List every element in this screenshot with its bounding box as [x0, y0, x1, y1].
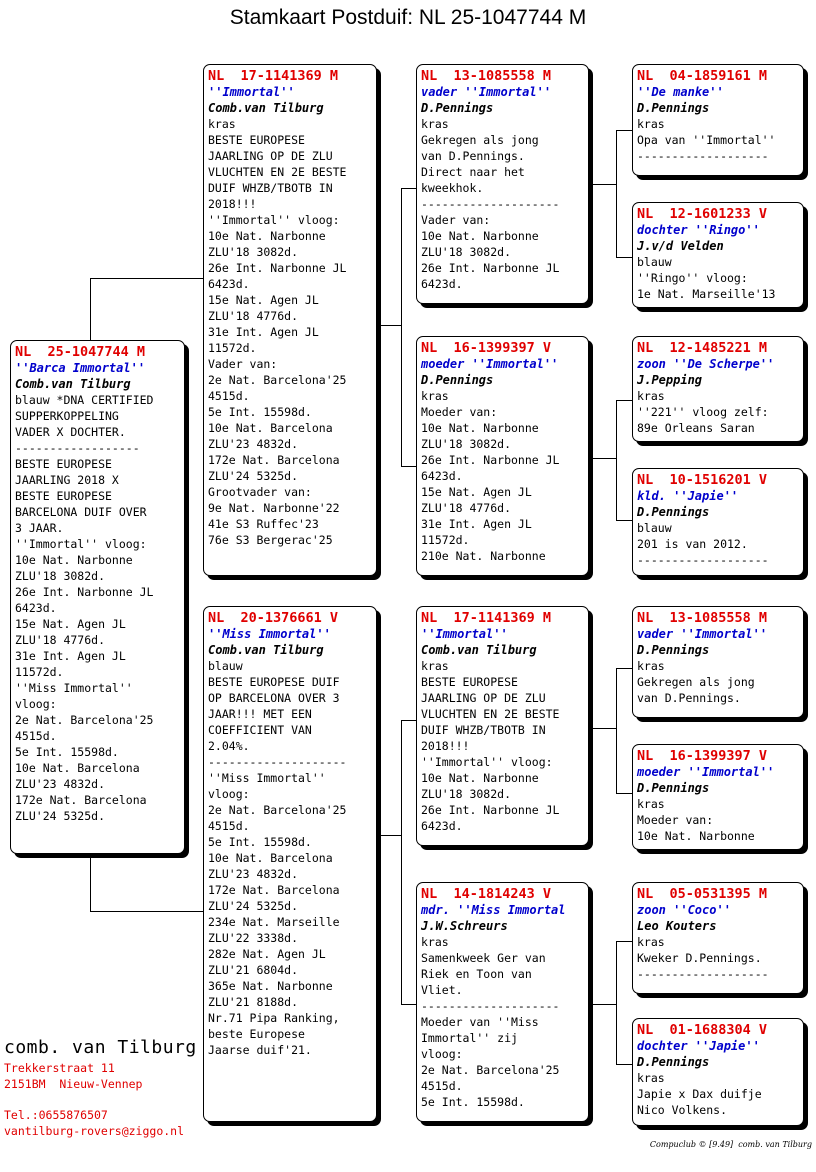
connector-line — [90, 911, 205, 912]
info-line: Vader van: — [208, 357, 278, 371]
info-line: 1e Nat. Marseille'13 — [637, 287, 776, 301]
pigeon-owner: Leo Kouters — [637, 919, 717, 933]
ring-number: NL 10-1516201 V — [637, 472, 768, 488]
info-line: 4515d. — [421, 1079, 463, 1093]
info-line: Moeder van ''Miss — [421, 1015, 539, 1029]
info-line: 4515d. — [15, 729, 57, 743]
pigeon-card-ff-mother[interactable] — [632, 202, 804, 308]
info-line: 10e Nat. Barcelona — [15, 761, 140, 775]
info-line: 5e Int. 15598d. — [421, 1095, 525, 1109]
breeder-name: comb. van Tilburg — [4, 1037, 197, 1058]
info-line: Vader van: — [421, 213, 491, 227]
info-line: ''Immortal'' vloog: — [208, 213, 340, 227]
pigeon-nickname: ''Immortal'' — [421, 627, 508, 641]
breeder-street: Trekkerstraat 11 — [4, 1061, 115, 1075]
pigeon-color: kras — [637, 659, 665, 673]
pigeon-color: blauw *DNA CERTIFIED — [15, 393, 154, 407]
info-line: ZLU'21 8188d. — [208, 995, 299, 1009]
pigeon-owner: Comb.van Tilburg — [208, 643, 324, 657]
pigeon-nickname: zoon ''Coco'' — [637, 903, 731, 917]
info-line: BESTE EUROPESE — [15, 457, 112, 471]
info-line: ZLU'18 4776d. — [208, 309, 299, 323]
info-line: 5e Int. 15598d. — [15, 745, 119, 759]
info-line: BESTE EUROPESE DUIF — [208, 675, 340, 689]
info-line: Opa van ''Immortal'' — [637, 133, 776, 147]
pigeon-owner: Comb.van Tilburg — [208, 101, 324, 115]
info-line: DUIF WHZB/TBOTB IN — [421, 723, 546, 737]
info-line: BESTE EUROPESE — [15, 489, 112, 503]
info-line: ZLU'18 3082d. — [208, 245, 299, 259]
info-line: ZLU'18 3082d. — [421, 245, 512, 259]
info-line: Moeder van: — [637, 813, 714, 827]
info-line: ZLU'24 5325d. — [15, 809, 106, 823]
pigeon-nickname: moeder ''Immortal'' — [637, 765, 775, 779]
ring-number: NL 13-1085558 M — [637, 610, 768, 626]
info-line: 15e Nat. Agen JL — [15, 617, 126, 631]
info-line: 9e Nat. Narbonne'22 — [208, 501, 340, 515]
info-line: JAARLING 2018 X — [15, 473, 119, 487]
info-line: 10e Nat. Narbonne — [421, 229, 539, 243]
info-line: Immortal'' zij — [421, 1031, 518, 1045]
connector-line — [401, 720, 402, 1005]
pigeon-color: blauw — [637, 521, 672, 535]
pigeon-nickname: ''Immortal'' — [208, 85, 295, 99]
pigeon-nickname: ''Miss Immortal'' — [208, 627, 331, 641]
info-line: ------------------- — [637, 553, 769, 567]
info-line: 11572d. — [421, 533, 470, 547]
info-line: 31e Int. Agen JL — [208, 325, 319, 339]
info-line: ZLU'24 5325d. — [208, 899, 299, 913]
info-line: 5e Int. 15598d. — [208, 405, 312, 419]
info-line: Samenkweek Ger van — [421, 951, 546, 965]
info-line: van D.Pennings. — [637, 691, 741, 705]
ring-number: NL 16-1399397 V — [421, 340, 552, 356]
pigeon-color: kras — [208, 117, 236, 131]
info-line: 2.04%. — [208, 739, 250, 753]
pigeon-nickname: mdr. ''Miss Immortal — [421, 903, 566, 917]
info-line: 31e Int. Agen JL — [15, 649, 126, 663]
info-line: 6423d. — [421, 819, 463, 833]
pigeon-nickname: moeder ''Immortal'' — [421, 357, 559, 371]
info-line: 172e Nat. Barcelona — [208, 883, 340, 897]
breeder-city: 2151BM Nieuw-Vennep — [4, 1077, 143, 1091]
info-line: 10e Nat. Barcelona — [208, 851, 333, 865]
info-line: Jaarse duif'21. — [208, 1043, 312, 1057]
info-line: Direct naar het — [421, 165, 525, 179]
info-line: vloog: — [15, 697, 57, 711]
info-line: 10e Nat. Narbonne — [421, 771, 539, 785]
ring-number: NL 17-1141369 M — [421, 610, 552, 626]
pigeon-owner: D.Pennings — [637, 643, 710, 657]
pigeon-card-fm-father[interactable] — [632, 336, 804, 442]
info-line: ''Ringo'' vloog: — [637, 271, 748, 285]
info-line: Gekregen als jong — [637, 675, 755, 689]
info-line: ------------------- — [637, 149, 769, 163]
connector-line — [590, 458, 617, 459]
info-line: BESTE EUROPESE — [421, 675, 518, 689]
ring-number: NL 04-1859161 M — [637, 68, 768, 84]
info-line: ZLU'24 5325d. — [208, 469, 299, 483]
info-line: OP BARCELONA OVER 3 — [208, 691, 340, 705]
info-line: ------------------- — [637, 967, 769, 981]
pigeon-card-mother-father[interactable] — [416, 606, 589, 846]
info-line: Vliet. — [421, 983, 463, 997]
pigeon-card-mm-mother[interactable] — [632, 1018, 804, 1126]
info-line: 10e Nat. Narbonne — [637, 829, 755, 843]
pigeon-color: kras — [637, 935, 665, 949]
ring-number: NL 17-1141369 M — [208, 68, 339, 84]
pigeon-nickname: kld. ''Japie'' — [637, 489, 739, 503]
pigeon-card-mf-father[interactable] — [632, 606, 804, 718]
info-line: VADER X DOCHTER. — [15, 425, 126, 439]
info-line: 15e Nat. Agen JL — [421, 485, 532, 499]
info-line: 26e Int. Narbonne JL — [421, 261, 560, 275]
breeder-email[interactable]: vantilburg-rovers@ziggo.nl — [4, 1124, 185, 1138]
pigeon-owner: D.Pennings — [637, 1055, 710, 1069]
ring-number: NL 12-1601233 V — [637, 206, 768, 222]
info-line: 234e Nat. Marseille — [208, 915, 340, 929]
info-line: ZLU'23 4832d. — [208, 867, 299, 881]
info-line: 10e Nat. Narbonne — [15, 553, 133, 567]
connector-line — [90, 856, 91, 912]
info-line: 6423d. — [421, 277, 463, 291]
info-line: VLUCHTEN EN 2E BESTE — [421, 707, 560, 721]
pigeon-nickname: vader ''Immortal'' — [421, 85, 552, 99]
info-line: ZLU'23 4832d. — [15, 777, 106, 791]
ring-number: NL 25-1047744 M — [15, 344, 146, 360]
pigeon-color: kras — [637, 797, 665, 811]
ring-number: NL 14-1814243 V — [421, 886, 552, 902]
info-line: 210e Nat. Narbonne — [421, 549, 546, 563]
pigeon-color: kras — [637, 1071, 665, 1085]
info-line: 2e Nat. Barcelona'25 — [421, 1063, 560, 1077]
info-line: vloog: — [421, 1047, 463, 1061]
connector-line — [378, 325, 402, 326]
pigeon-card-mother-mother[interactable] — [416, 882, 589, 1122]
info-line: 41e S3 Ruffec'23 — [208, 517, 319, 531]
info-line: 6423d. — [421, 469, 463, 483]
pigeon-nickname: dochter ''Ringo'' — [637, 223, 760, 237]
info-line: 2e Nat. Barcelona'25 — [208, 373, 347, 387]
info-line: ''Miss Immortal'' — [15, 681, 133, 695]
page-title: Stamkaart Postduif: NL 25-1047744 M — [229, 6, 587, 29]
info-line: 282e Nat. Agen JL — [208, 947, 326, 961]
info-line: 76e S3 Bergerac'25 — [208, 533, 333, 547]
info-line: ''221'' vloog zelf: — [637, 405, 769, 419]
connector-line — [90, 278, 205, 279]
connector-line — [616, 668, 617, 794]
ring-number: NL 13-1085558 M — [421, 68, 552, 84]
connector-line — [616, 130, 617, 258]
pigeon-color: kras — [637, 389, 665, 403]
pigeon-owner: J.v/d Velden — [637, 239, 724, 253]
info-line: van D.Pennings. — [421, 149, 525, 163]
info-line: 15e Nat. Agen JL — [208, 293, 319, 307]
info-line: 2e Nat. Barcelona'25 — [208, 803, 347, 817]
info-line: 2e Nat. Barcelona'25 — [15, 713, 154, 727]
info-line: -------------------- — [208, 755, 347, 769]
info-line: ZLU'18 3082d. — [421, 437, 512, 451]
info-line: Nr.71 Pipa Ranking, — [208, 1011, 340, 1025]
info-line: 172e Nat. Barcelona — [15, 793, 147, 807]
pigeon-owner: D.Pennings — [637, 101, 710, 115]
pigeon-color: blauw — [208, 659, 243, 673]
connector-line — [590, 184, 617, 185]
info-line: -------------------- — [421, 197, 560, 211]
pigeon-card-subject[interactable] — [10, 340, 185, 854]
info-line: ZLU'22 3338d. — [208, 931, 299, 945]
info-line: 89e Orleans Saran — [637, 421, 755, 435]
info-line: 11572d. — [208, 341, 257, 355]
ring-number: NL 12-1485221 M — [637, 340, 768, 356]
connector-line — [616, 941, 617, 1065]
pigeon-color: kras — [421, 659, 449, 673]
info-line: Gekregen als jong — [421, 133, 539, 147]
info-line: 10e Nat. Narbonne — [208, 229, 326, 243]
ring-number: NL 05-0531395 M — [637, 886, 768, 902]
connector-line — [590, 728, 617, 729]
pigeon-owner: J.W.Schreurs — [421, 919, 508, 933]
pigeon-color: kras — [421, 935, 449, 949]
pigeon-nickname: zoon ''De Scherpe'' — [637, 357, 775, 371]
pigeon-card-father[interactable] — [203, 64, 377, 576]
info-line: COEFFICIENT VAN — [208, 723, 312, 737]
pigeon-owner: Comb.van Tilburg — [15, 377, 131, 391]
info-line: Grootvader van: — [208, 485, 312, 499]
pigeon-color: blauw — [637, 255, 672, 269]
ring-number: NL 16-1399397 V — [637, 748, 768, 764]
pigeon-card-mf-mother[interactable] — [632, 744, 804, 850]
info-line: JAARLING OP DE ZLU — [208, 149, 333, 163]
info-line: Nico Volkens. — [637, 1103, 728, 1117]
ring-number: NL 20-1376661 V — [208, 610, 339, 626]
info-line: 10e Nat. Barcelona — [208, 421, 333, 435]
info-line: ZLU'23 4832d. — [208, 437, 299, 451]
info-line: 26e Int. Narbonne JL — [15, 585, 154, 599]
info-line: BESTE EUROPESE — [208, 133, 305, 147]
info-line: 26e Int. Narbonne JL — [421, 803, 560, 817]
connector-line — [378, 835, 402, 836]
info-line: 6423d. — [208, 277, 250, 291]
pigeon-owner: D.Pennings — [637, 781, 710, 795]
connector-line — [590, 1004, 617, 1005]
info-line: 11572d. — [15, 665, 64, 679]
pigeon-owner: D.Pennings — [637, 505, 710, 519]
info-line: -------------------- — [421, 999, 560, 1013]
info-line: vloog: — [208, 787, 250, 801]
connector-line — [90, 278, 91, 341]
software-credit: Compuclub © [9.49] comb. van Tilburg — [649, 1140, 812, 1149]
info-line: 2018!!! — [421, 739, 470, 753]
connector-line — [616, 400, 617, 521]
info-line: 6423d. — [15, 601, 57, 615]
info-line: 5e Int. 15598d. — [208, 835, 312, 849]
info-line: ZLU'18 4776d. — [15, 633, 106, 647]
info-line: ''Miss Immortal'' — [208, 771, 326, 785]
info-line: 4515d. — [208, 819, 250, 833]
info-line: Moeder van: — [421, 405, 498, 419]
pigeon-owner: J.Pepping — [637, 373, 703, 387]
connector-line — [401, 188, 402, 467]
info-line: kweekhok. — [421, 181, 484, 195]
info-line: VLUCHTEN EN 2E BESTE — [208, 165, 347, 179]
info-line: JAARLING OP DE ZLU — [421, 691, 546, 705]
info-line: 31e Int. Agen JL — [421, 517, 532, 531]
pigeon-card-father-father[interactable] — [416, 64, 589, 304]
pigeon-nickname: vader ''Immortal'' — [637, 627, 768, 641]
info-line: 365e Nat. Narbonne — [208, 979, 333, 993]
breeder-phone: Tel.:0655876507 — [4, 1108, 108, 1122]
info-line: BARCELONA DUIF OVER — [15, 505, 147, 519]
pigeon-card-fm-mother[interactable] — [632, 468, 804, 576]
pigeon-card-mm-father[interactable] — [632, 882, 804, 994]
info-line: ZLU'18 4776d. — [421, 501, 512, 515]
info-line: DUIF WHZB/TBOTB IN — [208, 181, 333, 195]
ring-number: NL 01-1688304 V — [637, 1022, 768, 1038]
info-line: 26e Int. Narbonne JL — [421, 453, 560, 467]
pigeon-card-mother[interactable] — [203, 606, 377, 1122]
info-line: 3 JAAR. — [15, 521, 64, 535]
info-line: SUPPERKOPPELING — [15, 409, 119, 423]
pigeon-nickname: ''Barca Immortal'' — [15, 361, 146, 375]
pigeon-owner: D.Pennings — [421, 373, 494, 387]
pigeon-color: kras — [421, 389, 449, 403]
pigeon-nickname: ''De manke'' — [637, 85, 724, 99]
info-line: ZLU'18 3082d. — [421, 787, 512, 801]
info-line: 172e Nat. Barcelona — [208, 453, 340, 467]
info-line: 2018!!! — [208, 197, 257, 211]
pigeon-owner: Comb.van Tilburg — [421, 643, 537, 657]
info-line: 26e Int. Narbonne JL — [208, 261, 347, 275]
pigeon-card-father-mother[interactable] — [416, 336, 589, 576]
info-line: ZLU'18 3082d. — [15, 569, 106, 583]
info-line: 10e Nat. Narbonne — [421, 421, 539, 435]
info-line: 201 is van 2012. — [637, 537, 748, 551]
pigeon-owner: D.Pennings — [421, 101, 494, 115]
info-line: ''Immortal'' vloog: — [421, 755, 553, 769]
info-line: ZLU'21 6804d. — [208, 963, 299, 977]
pigeon-nickname: dochter ''Japie'' — [637, 1039, 760, 1053]
info-line: Riek en Toon van — [421, 967, 532, 981]
info-line: beste Europese — [208, 1027, 305, 1041]
pigeon-color: kras — [637, 117, 665, 131]
pigeon-color: kras — [421, 117, 449, 131]
info-line: ------------------ — [15, 441, 140, 455]
info-line: Japie x Dax duifje — [637, 1087, 762, 1101]
info-line: ''Immortal'' vloog: — [15, 537, 147, 551]
pigeon-card-ff-father[interactable] — [632, 64, 804, 176]
info-line: 4515d. — [208, 389, 250, 403]
info-line: Kweker D.Pennings. — [637, 951, 762, 965]
info-line: JAAR!!! MET EEN — [208, 707, 312, 721]
